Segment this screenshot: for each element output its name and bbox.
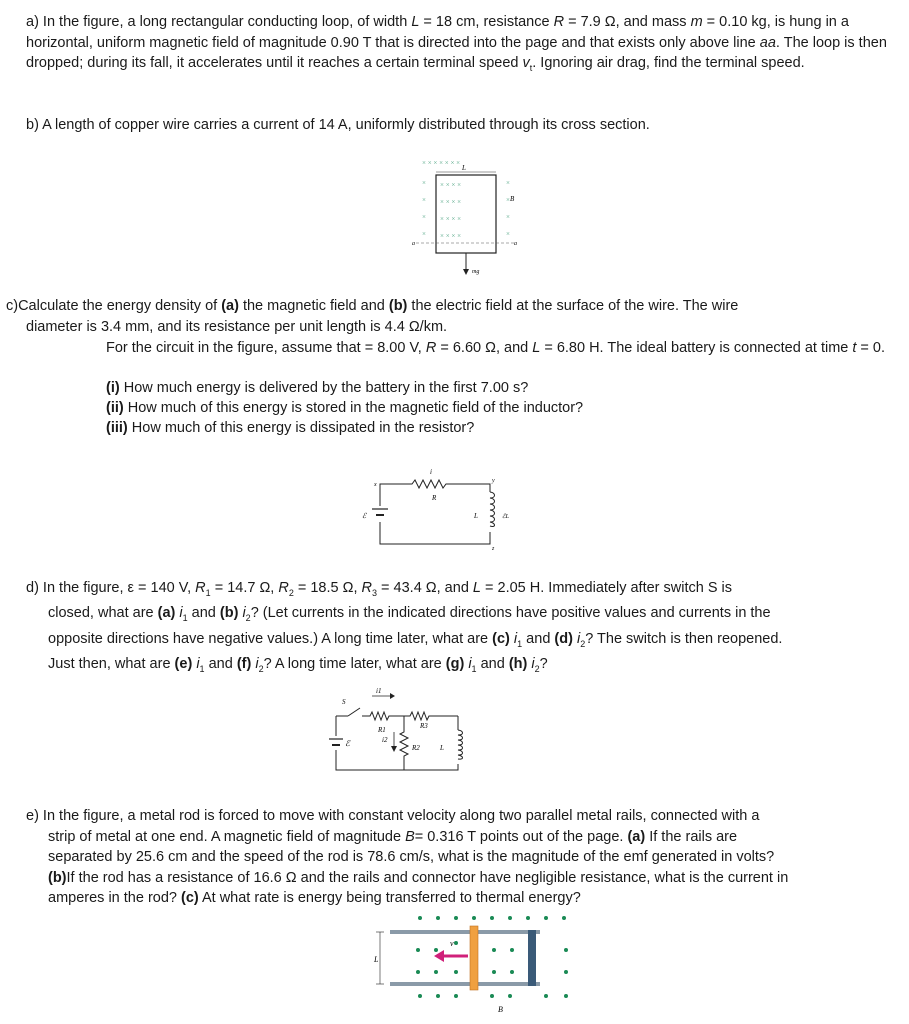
problem-c-text: c)Calculate the energy density of (a) the magnetic field and (b) the electric field at the surface of the wire. The wire diameter is 3.4 mm, and its resistance per unit length is 4.4 Ω/km. [6,298,739,335]
label-S: S [342,698,346,706]
label-mg: mg [472,269,480,275]
moving-rod [470,926,478,990]
label-emfL: ℰL [502,514,509,520]
loop-figure [410,155,520,280]
svg-text:× × × ×: × × × × [440,198,462,206]
svg-text:×: × [422,213,426,221]
label-L: L [374,955,379,964]
svg-text:× × × ×: × × × × [440,181,462,189]
label-L: L [474,512,478,520]
switch-blade [348,708,360,716]
resistors-r1-r3 [362,712,458,720]
label-R3: R3 [420,722,428,730]
question-iii: (iii) How much of this energy is dissipated in the resistor? [106,420,475,436]
question-i: (i) How much energy is delivered by the battery in the first 7.00 s? [106,380,529,396]
rrl-circuit-figure [330,686,470,780]
label-B: B [498,1005,503,1014]
label-i1: i1 [376,687,382,695]
svg-text:×: × [506,230,510,238]
label-R2: R2 [412,744,420,752]
svg-text:× × × ×: × × × × [440,232,462,240]
label-v: v [450,939,454,948]
top-rail [390,930,540,934]
label-B: B [510,195,515,203]
label-i: i [430,468,432,476]
svg-text:×: × [422,230,426,238]
problem-d-text: d) In the figure, ε = 140 V, $R_1 = 14.7$ Ω, $R_2 = 18.5$ Ω, $R_3 = 43.4$ Ω, and L = 2.05 H. Immediately after switch S is closed, what are (a) $i_1$ and (b) $i_2$? (Let currents in the indicated directions have positive values and currents in the opposite directions have negative values.) A long time later, what are (c) $i_1$ and (d) $i_2$? The switch is then reopened. Just then, what are (e) $i_1$ and (f) $i_2$? A long time later, what are (g) $i_1$ and (h) $i_2$? [26,580,783,675]
label-i2: i2 [382,736,388,744]
label-x: x [374,482,377,488]
field-crosses [422,159,510,240]
label-R1: R1 [378,726,386,734]
circuit-intro: For the circuit in the figure, assume that = 8.00 V, R = 6.60 Ω, and L = 6.80 H. The ideal battery is connected at time t = 0. [106,340,886,356]
label-R: R [432,494,437,502]
svg-text:× × × ×: × × × × [440,215,462,223]
svg-text:×: × [506,196,510,204]
label-z: z [492,546,495,552]
question-ii: (ii) How much of this energy is stored in the magnetic field of the inductor? [106,400,584,416]
connector-strip [528,930,536,986]
rl-circuit-figure [360,462,520,554]
label-a-right: a [514,241,517,247]
problem-b-text: b) A length of copper wire carries a current of 14 A, uniformly distributed through its cross section. [26,117,650,133]
problem-a-text: a) In the figure, a long rectangular conducting loop, of width L = 18 cm, resistance R = 7.9 Ω, and mass m = 0.10 kg, is hung in a horizontal, uniform magnetic field of magnitude 0.90 T that is directed into the page and that exists only above line aa. The loop is then dropped; during its fall, it accelerates until it reaches a certain terminal speed $v_t$. Ignoring air drag, find the terminal speed. [26,14,887,73]
label-emf: ℰ [362,512,367,520]
bottom-rail [390,982,540,986]
svg-text:×: × [422,196,426,204]
problem-e-text: e) In the figure, a metal rod is forced to move with constant velocity along two parallel metal rails, connected with a strip of metal at one end. A magnetic field of magnitude B= 0.316 T points out of the page. (a) If the rails are separated by 25.6 cm and the speed of the rod is 78.6 cm/s, what is the magnitude of the emf generated in volts? (b)If the rod has a resistance of 16.6 Ω and the rails and connector have negligible resistance, what is the current in amperes in the rod? (c) At what rate is energy being transferred to thermal energy? [26,808,789,906]
rrl-outer-wires [336,716,458,770]
label-y: y [492,478,495,484]
resistor-r2 [400,716,408,770]
svg-text:× × × × × × ×: × × × × × × × [422,159,461,167]
rails-figure [370,910,580,1018]
label-emf: ℰ [345,739,350,748]
label-L: L [440,744,444,752]
svg-text:×: × [506,213,510,221]
label-L: L [462,164,466,172]
svg-text:×: × [422,179,426,187]
svg-text:×: × [506,179,510,187]
label-a-left: a [412,241,415,247]
